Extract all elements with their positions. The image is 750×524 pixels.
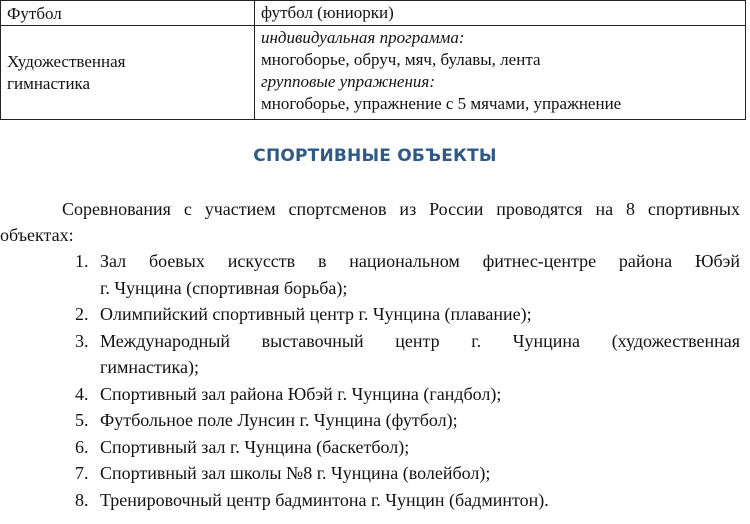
sport-name-line-2: гимнастика [7, 73, 91, 93]
table-row-rhythmic-gymnastics [1, 26, 746, 120]
list-item-text [100, 248, 740, 301]
list-number: 1. [75, 251, 89, 271]
table-cell-sport [1, 26, 255, 120]
list-number: 8. [75, 489, 89, 510]
intro-paragraph: Соревнования с участием спортсменов из России проводятся на 8 спортивных объектах: [0, 199, 740, 245]
list-item-line: гимнастика); [100, 357, 199, 377]
list-item-line: Зал боевых искусств в национальном фитнес-центре района Юбэй [100, 251, 740, 271]
list-item-line: Международный выставочный центр г. Чунцина (художественная [100, 330, 740, 351]
table-cell-disciplines [255, 1, 746, 26]
list-number: 6. [75, 436, 89, 457]
list-number: 3. [75, 330, 89, 351]
list-item-text [100, 328, 740, 381]
sports-disciplines-table [0, 0, 746, 120]
list-number: 5. [75, 410, 89, 430]
list-number: 2. [75, 304, 89, 324]
discipline-text: многоборье, обруч, мяч, булавы, лента [261, 50, 541, 69]
list-item-text: Олимпийский спортивный центр г. Чунцина (плавание); [100, 304, 532, 324]
table-row-football [1, 1, 746, 26]
table-cell-disciplines [255, 26, 746, 120]
list-item-text: Спортивный зал района Юбэй г. Чунцина (гандбол); [100, 383, 502, 404]
discipline-category-individual: индивидуальная программа: [261, 28, 465, 47]
list-item [75, 407, 740, 434]
list-item [75, 381, 740, 408]
list-item [75, 487, 740, 514]
list-item [75, 328, 740, 381]
list-item [75, 248, 740, 301]
sport-name-line-1: Художественная [7, 51, 126, 71]
list-item-text: Спортивный зал г. Чунцина (баскетбол); [100, 436, 410, 457]
list-item [75, 301, 740, 328]
list-item-text: Тренировочный центр бадминтона г. Чунцин (бадминтон). [100, 489, 549, 510]
venue-list [75, 248, 740, 513]
list-item [75, 434, 740, 461]
section-heading: СПОРТИВНЫЕ ОБЪЕКТЫ [253, 146, 497, 166]
discipline-category-group: групповые упражнения: [261, 72, 435, 91]
list-item-text: Футбольное поле Лунсин г. Чунцина (футбол); [100, 410, 458, 430]
table-cell-sport [1, 1, 255, 26]
discipline-text: футбол (юниорки) [261, 3, 394, 22]
list-item-line: г. Чунцина (спортивная борьба); [100, 277, 348, 298]
list-item [75, 460, 740, 487]
list-item-text: Спортивный зал школы №8 г. Чунцина (волейбол); [100, 463, 491, 483]
list-number: 4. [75, 383, 89, 404]
list-number: 7. [75, 463, 89, 483]
sport-name: Футбол [7, 3, 62, 23]
discipline-text: многоборье, упражнение с 5 мячами, упражнение [261, 94, 622, 113]
